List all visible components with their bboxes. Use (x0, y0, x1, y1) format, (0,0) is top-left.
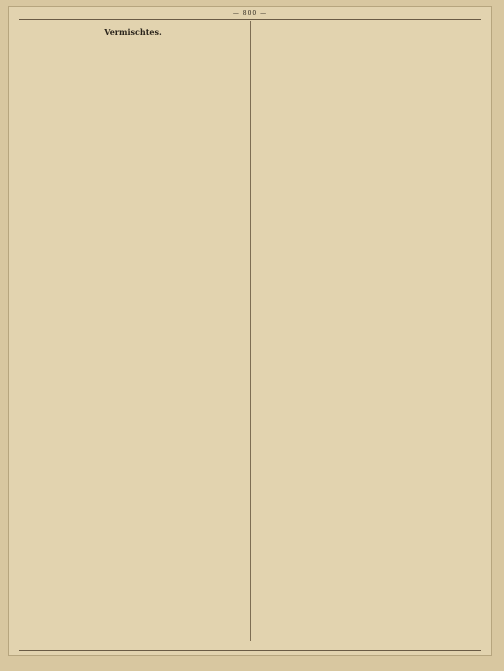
publisher-footer (19, 650, 481, 653)
column-divider (250, 21, 251, 641)
left-column (19, 23, 247, 639)
page-number: — 800 — (232, 10, 268, 17)
section-heading: Vermischtes. (104, 27, 162, 37)
right-column (255, 23, 483, 639)
header-rule (19, 19, 481, 20)
newspaper-page (8, 6, 492, 656)
